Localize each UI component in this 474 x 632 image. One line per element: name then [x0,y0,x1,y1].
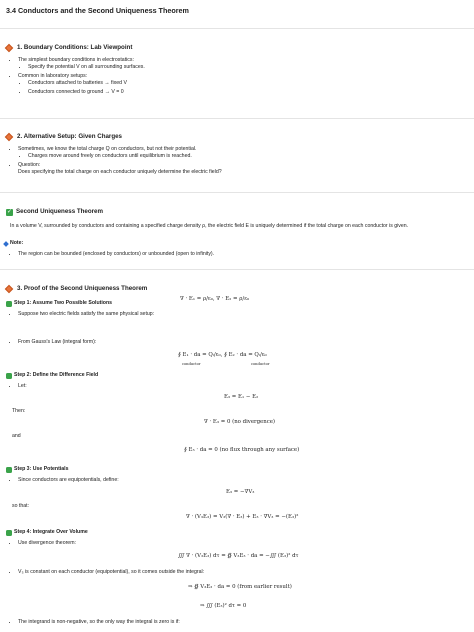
divider [0,28,474,29]
note-list [8,251,458,260]
list-item [18,146,458,160]
step-icon [6,467,12,473]
step-icon [6,301,12,307]
list-item [18,311,458,318]
list-item [18,339,458,346]
list-item [18,162,458,176]
let-list [8,383,108,392]
note-label: Note: [10,240,24,246]
blue-diamond-icon [3,241,9,247]
list-item [18,57,448,71]
equation-potential: E₃ = −∇V₃ [226,489,255,495]
orange-diamond-icon [5,44,13,52]
equation-divergence: ∇ · E₁ = ρ/ε₀, ∇ · E₂ = ρ/ε₀ [180,296,250,302]
list-item [18,619,458,626]
list-text: From Gauss's Law (integral form): [18,339,97,345]
list-text: Specify the potential V on all surrounding surfaces. [28,64,145,71]
list-text: Let: [18,383,27,389]
section-3-title: 3. Proof of the Second Uniqueness Theorem [17,285,148,292]
section-3-heading [6,285,147,293]
list-item [18,251,458,258]
step-4-heading [6,529,88,536]
list-item [28,64,448,71]
list-text: Conductors connected to ground → V = 0 [28,89,124,96]
orange-diamond-icon [5,133,13,141]
theorem-body: In a volume V, surrounded by conductors and containing a specified charge density ρ, the electric field E is uniquely determined if the total charge on each conductor is given. [10,223,409,229]
step-1-list [8,311,458,320]
list-item [18,73,448,96]
list-text: Sometimes, we know the total charge Q on conductors, but not their potential. [18,146,197,152]
final-list [8,619,458,628]
section-1-heading [6,44,132,52]
orange-diamond-icon [5,285,13,293]
section-1-list [8,57,448,98]
step-title: Step 2: Define the Difference Field [14,372,99,378]
step-title: Step 1: Assume Two Possible Solutions [14,300,113,306]
checkmark-icon: ✓ [6,208,13,215]
step-1-heading [6,300,112,307]
and-label: and [12,433,21,439]
constant-list [8,569,458,578]
list-item [18,540,458,547]
list-item [28,89,448,96]
list-item [28,80,448,87]
list-text: Suppose two electric fields satisfy the same physical setup: [18,311,155,317]
section-2-title: 2. Alternative Setup: Given Charges [17,133,122,140]
list-item [18,477,458,484]
equation-divergence-theorem: ∭ ∇ · (V₃E₃) dτ = ∯ V₃E₃ · da = −∭ (E₃)² dτ [178,553,299,559]
divider [0,192,474,193]
list-text: Common in laboratory setups: [18,73,88,80]
list-text: Question: [18,162,41,169]
step-icon [6,530,12,536]
equation-gauss: ∮ E₁ · da = Qᵢ/ε₀, ∮ E₂ · da = Qᵢ/ε₀ [178,352,267,358]
theorem-heading [6,208,103,216]
theorem-title: Second Uniqueness Theorem [16,208,103,215]
section-1-title: 1. Boundary Conditions: Lab Viewpoint [17,44,133,51]
step-4-list [8,540,458,549]
section-2-heading [6,133,122,141]
step-title: Step 4: Integrate Over Volume [14,529,88,535]
page-title: 3.4 Conductors and the Second Uniqueness Theorem [6,6,189,15]
question-text: Does specifying the total charge on each conductor uniquely determine the electric field? [18,169,222,176]
equation-no-divergence: ∇ · E₃ = 0 (no divergence) [204,419,276,425]
then-label: Then: [12,408,26,414]
list-text: Since conductors are equipotentials, define: [18,477,119,483]
equation-difference: E₃ = E₁ − E₂ [224,394,259,400]
list-item [28,153,458,160]
step-2-heading [6,372,98,379]
equation-surface-zero: ⇒ ∯ V₃E₃ · da = 0 (from earlier result) [188,584,292,590]
equation-subscript: conductor [251,362,270,366]
list-text: Conductors attached to batteries → fixed V [28,80,127,87]
section-2-list [8,146,458,178]
equation-volume-zero: ⇒ ∭ (E₃)² dτ = 0 [200,603,247,609]
step-title: Step 3: Use Potentials [14,466,69,472]
step-3-list [8,477,458,486]
equation-no-flux: ∮ E₃ · da = 0 (no flux through any surface) [184,447,300,453]
list-text: V₃ is constant on each conductor (equipotential), so it comes outside the integral: [18,569,205,575]
step-3-heading [6,466,68,473]
list-text: The simplest boundary conditions in electrostatics: [18,57,134,63]
list-item [18,569,458,576]
gauss-list [8,339,458,348]
step-icon [6,373,12,379]
divider [0,269,474,270]
list-item [18,383,108,390]
list-text: The integrand is non-negative, so the only way the integral is zero is if: [18,619,180,625]
list-text: The region can be bounded (enclosed by conductors) or unbounded (open to infinity). [18,251,215,257]
divider [0,118,474,119]
list-text: Use divergence theorem: [18,540,76,546]
note-heading [4,240,23,247]
list-text: Charges move around freely on conductors until equilibrium is reached. [28,153,192,160]
equation-subscript: conductor [182,362,201,366]
equation-identity: ∇ · (V₃E₃) = V₃(∇ · E₃) + E₃ · ∇V₃ = −(E₃)² [186,514,299,520]
so-that-label: so that: [12,503,30,509]
